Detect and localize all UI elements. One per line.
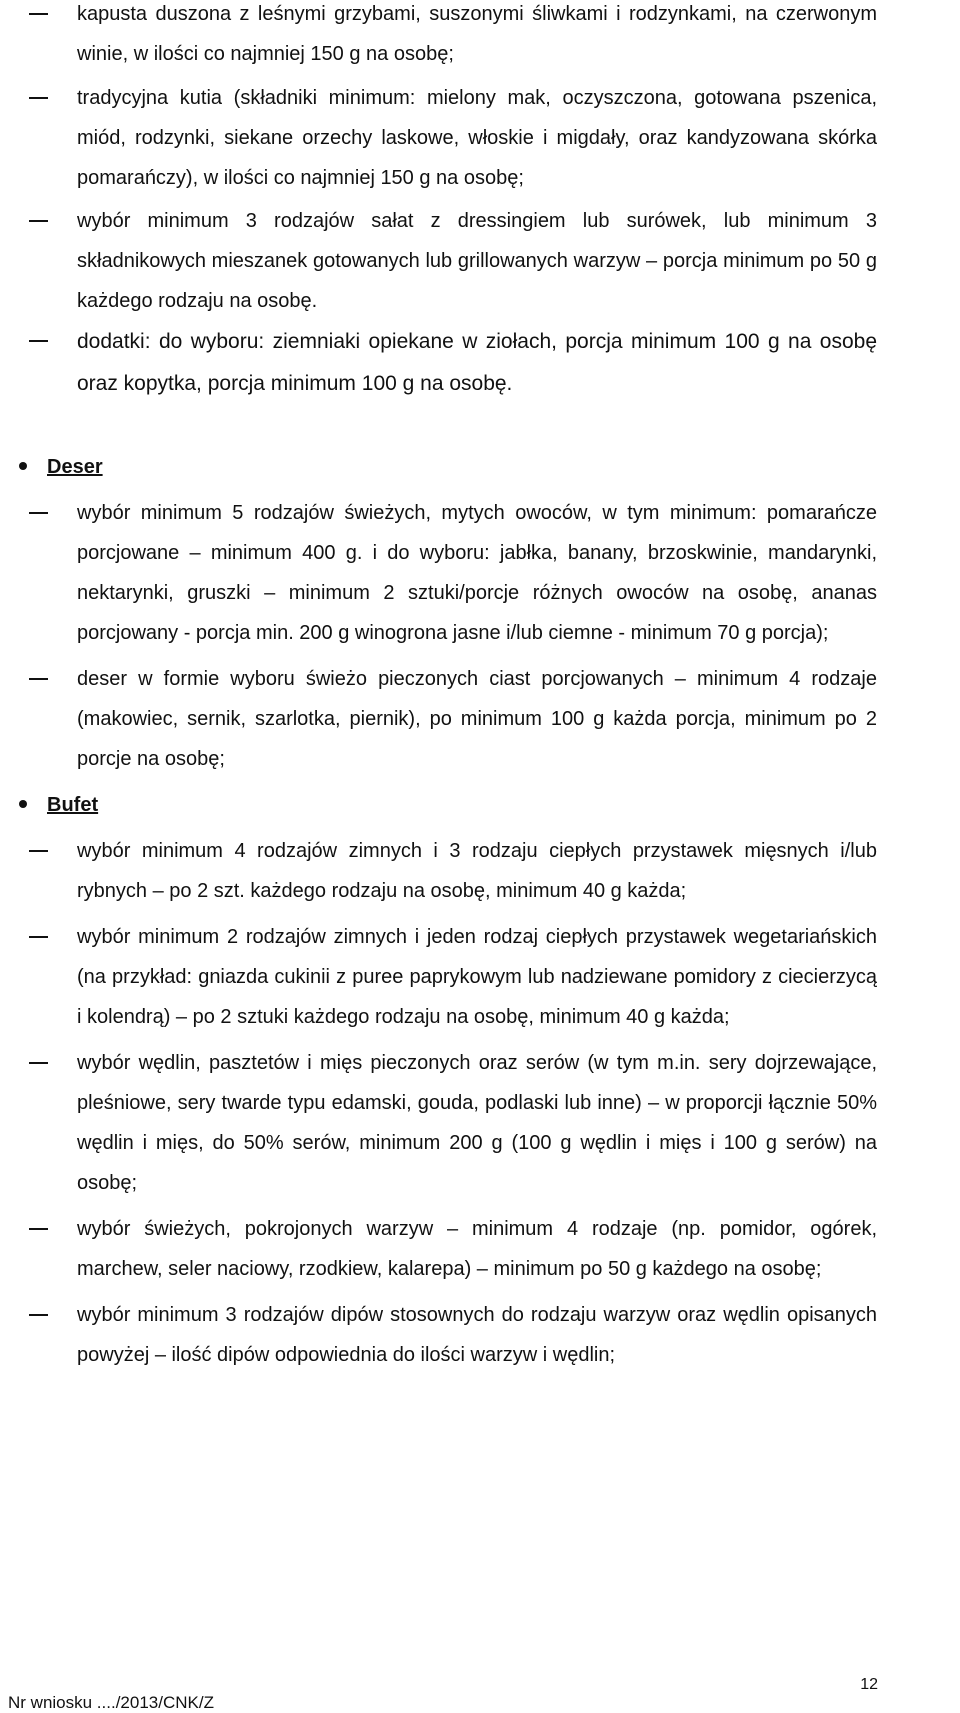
list-item-text: wybór minimum 3 rodzajów dipów stosownych do rodzaju warzyw oraz wędlin opisanych powyżej – ilość dipów odpowiednia do ilości warzyw i wędlin; <box>77 1304 877 1366</box>
list-item-text: kapusta duszona z leśnymi grzybami, suszonymi śliwkami i rodzynkami, na czerwonym winie, w ilości co najmniej 150 g na osobę; <box>77 3 877 65</box>
application-number: Nr wniosku ..../2013/CNK/Z <box>8 1693 214 1712</box>
list-item <box>77 493 877 653</box>
list-item-text: wybór minimum 3 rodzajów sałat z dressingiem lub surówek, lub minimum 3 składnikowych mieszanek gotowanych lub grillowanych warzyw – porcja minimum po 50 g każdego rodzaju na osobę. <box>77 210 877 312</box>
list-item <box>77 1295 877 1375</box>
list-item <box>77 0 877 74</box>
list-item-text: dodatki: do wyboru: ziemniaki opiekane w ziołach, porcja minimum 100 g na osobę oraz kopytka, porcja minimum 100 g na osobę. <box>77 330 877 395</box>
list-item <box>77 321 877 405</box>
dash-bullet-icon <box>29 220 48 222</box>
dash-bullet-icon <box>29 1228 48 1230</box>
list-item-text: wybór minimum 5 rodzajów świeżych, mytych owoców, w tym minimum: pomarańcze porcjowane – minimum 400 g. i do wyboru: jabłka, banany, brzoskwinie, mandarynki, nektarynki, gruszki – minimum 2 sztuki/porcje różnych owoców na osobę, ananas porcjowany - porcja min. 200 g winogrona jasne i/lub ciemne - minimum 70 g porcja); <box>77 502 877 644</box>
dash-bullet-icon <box>29 678 48 680</box>
list-item-text: wybór minimum 2 rodzajów zimnych i jeden rodzaj ciepłych przystawek wegetariańskich (na przykład: gniazda cukinii z puree paprykowym lub nadziewane pomidory z ciecierzycą i kolendrą) – po 2 sztuki każdego rodzaju na osobę, minimum 40 g każda; <box>77 926 877 1028</box>
list-item-text: deser w formie wyboru świeżo pieczonych ciast porcjowanych – minimum 4 rodzaje (makowiec, sernik, szarlotka, piernik), po minimum 100 g każda porcja, minimum po 2 porcje na osobę; <box>77 668 877 770</box>
list-item <box>77 917 877 1037</box>
round-bullet-icon <box>19 800 27 808</box>
dash-bullet-icon <box>29 97 48 99</box>
list-item <box>77 78 877 198</box>
round-bullet-icon <box>19 462 27 470</box>
list-item-text: wybór minimum 4 rodzajów zimnych i 3 rodzaju ciepłych przystawek mięsnych i/lub rybnych – po 2 szt. każdego rodzaju na osobę, minimum 40 g każda; <box>77 840 877 902</box>
list-item <box>77 1043 877 1203</box>
section-title: Deser <box>47 456 103 478</box>
list-item <box>77 831 877 911</box>
section-title: Bufet <box>47 794 99 816</box>
list-item-text: tradycyjna kutia (składniki minimum: mielony mak, oczyszczona, gotowana pszenica, miód, rodzynki, siekane orzechy laskowe, włoskie i migdały, oraz kandyzowana skórka pomarańczy), w ilości co najmniej 150 g na osobę; <box>77 87 877 189</box>
dash-bullet-icon <box>29 936 48 938</box>
list-item <box>77 1209 877 1289</box>
section-heading-bufet <box>47 785 960 825</box>
list-item <box>77 201 877 321</box>
list-item-text: wybór wędlin, pasztetów i mięs pieczonych oraz serów (w tym m.in. sery dojrzewające, pleśniowe, sery twarde typu edamski, gouda, podlaski lub inne) – w proporcji łącznie 50% wędlin i mięs, do 50% serów, minimum 200 g (100 g wędlin i mięs i 100 g serów) na osobę; <box>77 1052 877 1194</box>
list-item-text: wybór świeżych, pokrojonych warzyw – minimum 4 rodzaje (np. pomidor, ogórek, marchew, seler naciowy, rzodkiew, kalarepa) – minimum po 50 g każdego na osobę; <box>77 1218 877 1280</box>
section-heading-deser <box>47 447 960 487</box>
list-item <box>77 659 877 779</box>
dash-bullet-icon <box>29 1062 48 1064</box>
dash-bullet-icon <box>29 340 48 342</box>
dash-bullet-icon <box>29 512 48 514</box>
dash-bullet-icon <box>29 13 48 15</box>
page-number: 12 <box>860 1676 878 1693</box>
dash-bullet-icon <box>29 850 48 852</box>
dash-bullet-icon <box>29 1314 48 1316</box>
